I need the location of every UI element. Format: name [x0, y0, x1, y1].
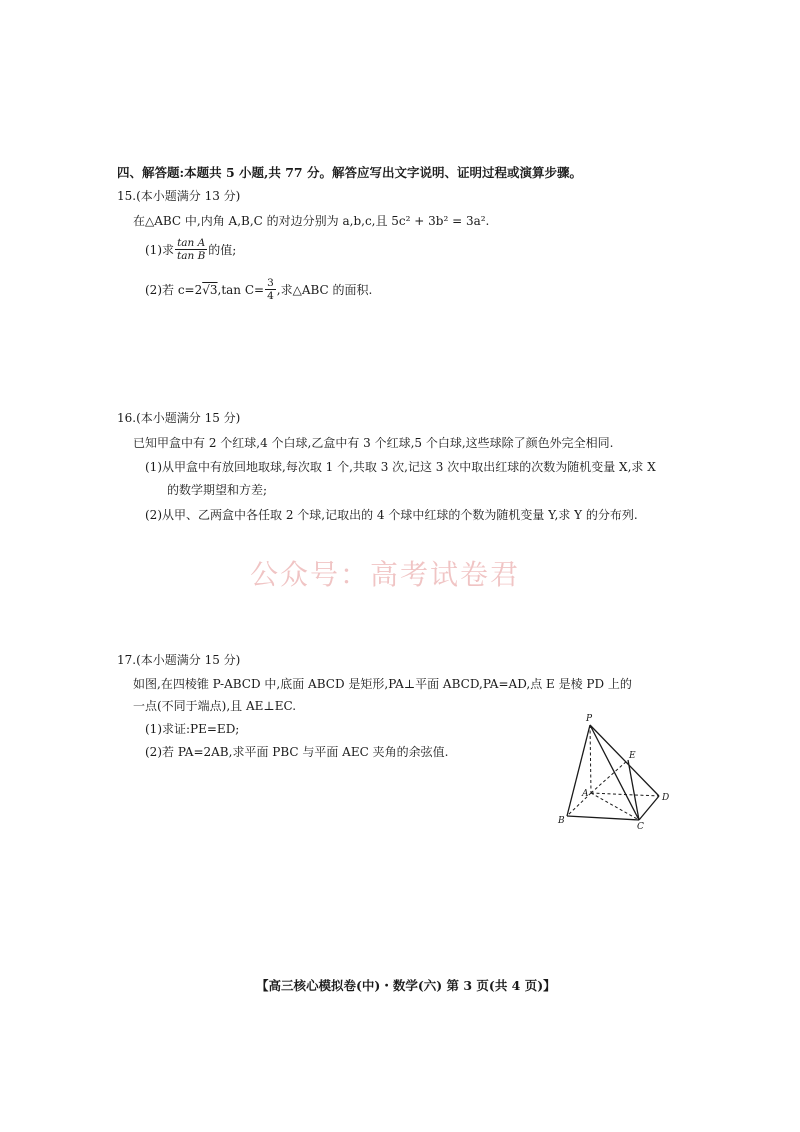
q15-part2-sqrt: √3: [202, 282, 218, 297]
q15-part2: [145, 277, 372, 302]
pyramid-figure: [555, 712, 675, 830]
label-P: P: [586, 714, 593, 724]
edge-PA: [590, 725, 591, 793]
q17-stem-line2: 一点(不同于端点),且 AE⊥EC.: [133, 699, 297, 713]
q15-part2-suffix: ,求△ABC 的面积.: [276, 283, 373, 297]
label-C: C: [637, 822, 644, 830]
q15-part1-fraction: [175, 237, 207, 262]
q15-part2-prefix: (2)若 c=2: [145, 283, 203, 297]
q15-stem: 在△ABC 中,内角 A,B,C 的对边分别为 a,b,c,且 5c² + 3b² = 3a².: [133, 214, 490, 228]
q17-part1: (1)求证:PE=ED;: [145, 722, 240, 736]
edge-PC: [590, 725, 639, 820]
label-A: A: [582, 789, 589, 799]
q16-part1-line2: 的数学期望和方差;: [167, 483, 268, 497]
q15-part1: [145, 237, 236, 262]
q15-part1-denominator: tan B: [177, 250, 206, 262]
q15-part1-numerator: tan A: [177, 237, 206, 249]
watermark: 公众号：高考试卷君: [250, 558, 521, 591]
q16-part1-line1: (1)从甲盒中有放回地取球,每次取 1 个,共取 3 次,记这 3 次中取出红球的次数为随机变量 X,求 X: [145, 460, 656, 474]
section-header: 四、解答题:本题共 5 小题,共 77 分。解答应写出文字说明、证明过程或演算步骤。: [117, 165, 582, 180]
q15-part1-suffix: 的值;: [208, 243, 237, 257]
q15-part2-fraction: [265, 277, 276, 302]
q17-part2: (2)若 PA=2AB,求平面 PBC 与平面 AEC 夹角的余弦值.: [145, 745, 449, 759]
edge-CD: [639, 796, 659, 820]
q17-title: 17.(本小题满分 15 分): [117, 653, 241, 667]
page-footer: 【高三核心模拟卷(中)・数学(六) 第 3 页(共 4 页)】: [256, 978, 556, 993]
q15-part2-denominator: 4: [267, 290, 274, 302]
edge-BC: [567, 816, 639, 820]
q15-part1-prefix: (1)求: [145, 243, 174, 257]
label-E: E: [629, 751, 636, 761]
q17-stem-line1: 如图,在四棱锥 P-ABCD 中,底面 ABCD 是矩形,PA⊥平面 ABCD,PA=AD,点 E 是棱 PD 上的: [133, 677, 632, 691]
label-D: D: [662, 793, 670, 803]
q15-title: 15.(本小题满分 13 分): [117, 189, 241, 203]
label-B: B: [558, 816, 565, 826]
q16-title: 16.(本小题满分 15 分): [117, 411, 241, 425]
edge-PD: [590, 725, 659, 796]
q16-stem: 已知甲盒中有 2 个红球,4 个白球,乙盒中有 3 个红球,5 个白球,这些球除了颜色外完全相同.: [133, 436, 614, 450]
edge-PB: [567, 725, 590, 816]
q16-part2: (2)从甲、乙两盒中各任取 2 个球,记取出的 4 个球中红球的个数为随机变量 Y,求 Y 的分布列.: [145, 508, 638, 522]
q15-part2-mid: ,tan C=: [217, 282, 265, 297]
q15-part2-numerator: 3: [267, 277, 274, 289]
